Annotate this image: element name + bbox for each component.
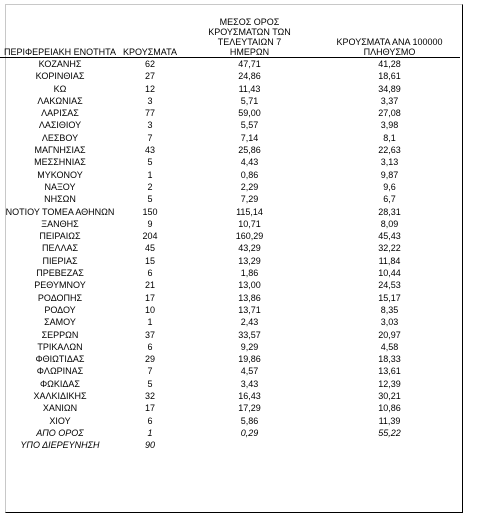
per-100k-cell: 30,21 [378, 391, 401, 402]
table-row [0, 169, 460, 181]
cases-cell: 21 [144, 280, 155, 291]
header-cases-per-100k: ΚΡΟΥΣΜΑΤΑ ΑΝΑ 100000 ΠΛΗΘΥΣΜΟ [319, 17, 460, 58]
table-row [0, 95, 460, 107]
per-100k-cell: 4,58 [380, 341, 399, 352]
per-100k-cell: 55,22 [378, 427, 401, 438]
footer-row [0, 427, 460, 439]
avg-7day-cell: 33,57 [238, 329, 261, 340]
per-100k-cell: 3,37 [380, 95, 399, 106]
table-row [0, 193, 460, 205]
region-cell: ΛΕΣΒΟΥ [41, 132, 79, 143]
table-row [0, 255, 460, 267]
cases-cell: 3 [147, 120, 153, 131]
cases-cell: 62 [144, 59, 155, 69]
table-row [0, 107, 460, 119]
per-100k-cell: 8,35 [380, 304, 399, 315]
region-cell: ΠΕΛΛΑΣ [41, 243, 79, 254]
table-row [0, 365, 460, 377]
per-100k-cell: 8,1 [383, 132, 396, 143]
region-cell: ΠΙΕΡΙΑΣ [42, 255, 78, 266]
cases-cell: 17 [144, 292, 155, 303]
avg-7day-cell: 17,29 [238, 403, 261, 414]
region-cell: ΠΡΕΒΕΖΑΣ [36, 268, 84, 279]
avg-7day-cell: 5,57 [240, 120, 259, 131]
table-header [0, 17, 460, 58]
region-cell: ΣΕΡΡΩΝ [41, 329, 79, 340]
cases-cell: 5 [147, 157, 153, 168]
avg-7day-cell: 2,29 [240, 181, 259, 192]
region-cell: ΡΟΔΟΥ [44, 304, 76, 315]
per-100k-cell: 45,43 [378, 231, 401, 242]
per-100k-cell: 11,39 [378, 415, 401, 426]
avg-7day-cell: 43,29 [238, 243, 261, 254]
region-cell: ΦΘΙΩΤΙΔΑΣ [35, 354, 85, 365]
per-100k-cell: 10,44 [378, 268, 401, 279]
cases-cell: 3 [147, 95, 153, 106]
table-row [0, 279, 460, 291]
avg-7day-cell: 160,29 [235, 231, 264, 242]
table-row [0, 316, 460, 328]
per-100k-cell: 8,09 [380, 218, 399, 229]
table-row [0, 329, 460, 341]
cases-cell: 32 [144, 391, 155, 402]
header-7day-average: ΜΕΣΟΣ ΟΡΟΣ ΚΡΟΥΣΜΑΤΩΝ ΤΩΝ ΤΕΛΕΥΤΑΙΩΝ 7 ΗΜΕΡΩΝ [180, 17, 319, 58]
cases-cell: 6 [147, 415, 153, 426]
per-100k-cell: 13,61 [378, 366, 401, 377]
avg-7day-cell: 1,86 [240, 268, 259, 279]
cases-cell: 1 [147, 169, 153, 180]
avg-7day-cell: 24,86 [238, 71, 261, 82]
region-cell: ΧΙΟΥ [49, 415, 71, 426]
table-row [0, 83, 460, 95]
avg-7day-cell: 13,86 [238, 292, 261, 303]
per-100k-cell: 18,61 [378, 71, 401, 82]
avg-7day-cell: 115,14 [236, 206, 263, 217]
per-100k-cell: 41,28 [378, 59, 401, 69]
region-cell: ΣΑΜΟΥ [44, 317, 76, 328]
avg-7day-cell: 2,43 [240, 317, 259, 328]
per-100k-cell: 12,39 [378, 378, 401, 389]
table-row [0, 58, 460, 71]
avg-7day-cell: 7,14 [240, 132, 259, 143]
table-row [0, 292, 460, 304]
cases-cell: 37 [144, 329, 155, 340]
region-cell: ΚΟΡΙΝΘΙΑΣ [35, 71, 85, 82]
avg-7day-cell: 16,43 [238, 391, 261, 402]
avg-7day-cell: 9,29 [240, 341, 259, 352]
per-100k-cell: 11,84 [378, 255, 401, 266]
per-100k-cell: 3,03 [380, 317, 399, 328]
avg-7day-cell: 13,00 [238, 280, 261, 291]
cases-cell: 204 [142, 231, 158, 242]
region-cell: ΡΕΘΥΜΝΟΥ [34, 280, 86, 291]
table-row [0, 156, 460, 168]
region-cell: ΜΥΚΟΝΟΥ [37, 169, 83, 180]
cases-cell: 6 [147, 341, 153, 352]
per-100k-cell: 32,22 [378, 243, 401, 254]
table-row [0, 119, 460, 131]
region-cell: ΚΟΖΑΝΗΣ [38, 59, 82, 69]
cases-cell: 1 [147, 427, 153, 438]
per-100k-cell: 34,89 [378, 83, 401, 94]
cases-cell: 15 [144, 255, 155, 266]
region-cell: ΜΑΓΝΗΣΙΑΣ [34, 145, 86, 156]
avg-7day-cell: 7,29 [240, 194, 259, 205]
avg-7day-cell: 59,00 [238, 108, 261, 119]
region-cell: ΞΑΝΘΗΣ [41, 218, 79, 229]
table-row [0, 218, 460, 230]
cases-cell: 6 [147, 268, 153, 279]
per-100k-cell: 10,86 [378, 403, 401, 414]
table-row [0, 242, 460, 254]
per-100k-cell: 27,08 [378, 108, 401, 119]
region-cell: ΝΑΞΟΥ [44, 181, 76, 192]
cases-cell: 150 [142, 206, 158, 217]
region-cell: ΦΩΚΙΔΑΣ [40, 378, 80, 389]
table-row [0, 132, 460, 144]
region-cell: ΥΠΟ ΔΙΕΡΕΥΝΗΣΗ [20, 440, 100, 451]
cases-cell: 77 [144, 108, 155, 119]
cases-cell: 17 [144, 403, 155, 414]
table-row [0, 206, 460, 218]
cases-cell: 27 [144, 71, 155, 82]
per-100k-cell: 9,6 [383, 181, 396, 192]
cases-cell: 7 [147, 366, 153, 377]
cases-cell: 1 [147, 317, 153, 328]
region-cell: ΛΑΡΙΣΑΣ [41, 108, 79, 119]
cases-cell: 10 [144, 304, 155, 315]
region-cell: ΛΑΚΩΝΙΑΣ [37, 95, 83, 106]
region-cell: ΛΑΣΙΘΙΟΥ [38, 120, 82, 131]
per-100k-cell: 18,33 [378, 354, 401, 365]
region-cell: ΚΩ [53, 83, 67, 94]
table-body [0, 58, 460, 452]
avg-7day-cell: 13,71 [238, 304, 261, 315]
cases-cell: 45 [144, 243, 155, 254]
avg-7day-cell: 19,86 [238, 354, 261, 365]
per-100k-cell: 3,98 [380, 120, 399, 131]
avg-7day-cell: 25,86 [238, 145, 261, 156]
per-100k-cell: 24,53 [378, 280, 401, 291]
cases-cell: 2 [147, 181, 153, 192]
region-cell: ΠΕΙΡΑΙΩΣ [39, 231, 81, 242]
per-100k-cell: 15,17 [378, 292, 401, 303]
cases-cell: 29 [144, 354, 155, 365]
table-row [0, 267, 460, 279]
avg-7day-cell: 4,57 [240, 366, 259, 377]
avg-7day-cell: 4,43 [240, 157, 259, 168]
avg-7day-cell: 0,29 [240, 427, 259, 438]
avg-7day-cell: 10,71 [238, 218, 261, 229]
region-cell: ΝΗΣΩΝ [44, 194, 76, 205]
table-row [0, 144, 460, 156]
cases-cell: 5 [147, 378, 153, 389]
region-cell: ΤΡΙΚΑΛΩΝ [37, 341, 83, 352]
table-row [0, 353, 460, 365]
table-row [0, 70, 460, 82]
region-cell: ΝΟΤΙΟΥ ΤΟΜΕΑ ΑΘΗΝΩΝ [5, 206, 115, 217]
avg-7day-cell [180, 439, 319, 451]
avg-7day-cell: 47,71 [238, 59, 261, 69]
cases-cell: 43 [144, 145, 155, 156]
region-cell: ΑΠΟ ΟΡΟΣ [36, 427, 84, 438]
region-cell: ΧΑΛΚΙΔΙΚΗΣ [33, 391, 87, 402]
cases-cell: 12 [144, 83, 155, 94]
avg-7day-cell: 5,86 [240, 415, 259, 426]
table-row [0, 415, 460, 427]
covid-cases-table [0, 17, 460, 452]
table-row [0, 304, 460, 316]
avg-7day-cell: 5,71 [240, 95, 259, 106]
per-100k-cell: 20,97 [378, 329, 401, 340]
per-100k-cell: 6,7 [383, 194, 396, 205]
cases-cell: 5 [147, 194, 153, 205]
per-100k-cell: 9,87 [380, 169, 399, 180]
table-row [0, 390, 460, 402]
cases-cell: 7 [147, 132, 153, 143]
table-row [0, 230, 460, 242]
header-region: ΠΕΡΙΦΕΡΕΙΑΚΗ ΕΝΟΤΗΤΑ [0, 17, 120, 58]
footer-row [0, 439, 460, 451]
table-row [0, 341, 460, 353]
cases-cell: 90 [144, 440, 155, 451]
per-100k-cell: 28,31 [378, 206, 401, 217]
region-cell: ΡΟΔΟΠΗΣ [37, 292, 83, 303]
header-cases: ΚΡΟΥΣΜΑΤΑ [120, 17, 180, 58]
region-cell: ΦΛΩΡΙΝΑΣ [36, 366, 84, 377]
region-cell: ΜΕΣΣΗΝΙΑΣ [34, 157, 86, 168]
avg-7day-cell: 3,43 [240, 378, 259, 389]
avg-7day-cell: 13,29 [238, 255, 261, 266]
cases-cell: 9 [147, 218, 153, 229]
avg-7day-cell: 11,43 [238, 83, 261, 94]
avg-7day-cell: 0,86 [240, 169, 259, 180]
table-row [0, 402, 460, 414]
per-100k-cell [319, 439, 460, 451]
per-100k-cell: 22,63 [378, 145, 401, 156]
region-cell: ΧΑΝΙΩΝ [42, 403, 78, 414]
table-row [0, 378, 460, 390]
table-row [0, 181, 460, 193]
per-100k-cell: 3,13 [380, 157, 399, 168]
